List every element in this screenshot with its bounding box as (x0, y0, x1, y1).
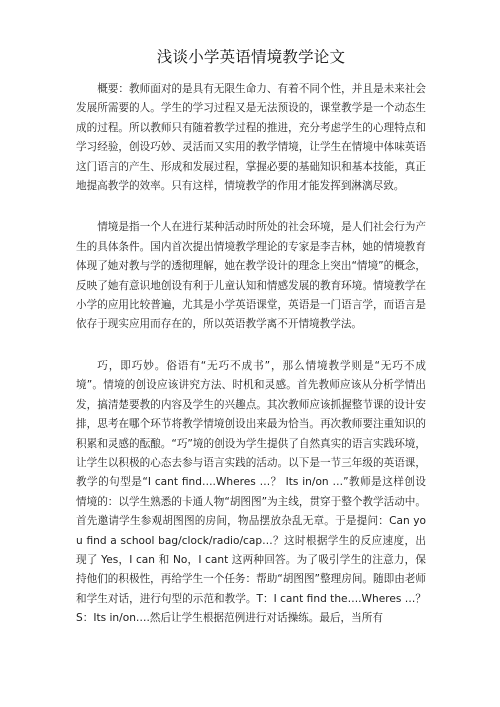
paragraph-abstract: 概要：教师面对的是具有无限生命力、有着不同个性，并且是未来社会发展所需要的人。学生的学习过程又是无法预设的，课堂教学是一个动态生成的过程。所以教师只有随着教学过程的推进，充分考虑学生的心理特点和学习经验，创设巧妙、灵活而又实用的教学情境，让学生在情境中体味英语这门语言的产生、形成和发展过程，掌握必要的基础知识和基本技能，真正地提高教学的效率。只有这样，情境教学的作用才能发挥到淋漓尽致。 (76, 83, 426, 193)
paragraph-situation-definition: 情境是指一个人在进行某种活动时所处的社会环境，是人们社会行为产生的具体条件。国内首次提出情境教学理论的专家是李吉林，她的情境教育体现了她对教与学的透彻理解，她在教学设计的理念上突出“情境”的概念，反映了她有意识地创设有利于儿童认知和情感发展的教育环境。情境教学在小学的应用比较普遍，尤其是小学英语课堂，英语是一门语言学，而语言是依存于现实应用而存在的，所以英语教学离不开情境教学法。 (76, 221, 426, 331)
document-title: 浅谈小学英语情境教学论文 (156, 48, 346, 66)
paragraph-clever-situation: 巧，即巧妙。俗语有“无巧不成书”，那么情境教学则是“无巧不成境”。情境的创设应该讲究方法、时机和灵感。首先教师应该从分析学情出发，搞清楚要教的内容及学生的兴趣点。其次教师应该抓握整节课的设计安排，思考在哪个环节将教学情境创设出来最为恰当。再次教师要注重知识的积累和灵感的酝酿。“巧”境的创设为学生提供了自然真实的语言实践环境，让学生以积极的心态去参与语言实践的活动。以下是一节三年级的英语课，教学的句型是“I cant find….Wheres …？ Its in/on …”教师是这样创设情境的：以学生熟悉的卡通人物“胡图图”为主线，贯穿于整个教学活动中。首先邀请学生参观胡图图的房间，物品摆放杂乱无章。于是提问：Can you find a school bag/clock/radio/cap…？这时根据学生的反应速度，出现了 Yes，I can 和 No，I cant 这两种回答。为了吸引学生的注意力，保持他们的积极性，再给学生一个任务：帮助“胡图图”整理房间。随即由老师和学生对话，进行句型的示范和教学。T：I cant find the….Wheres …？S：Its in/on….然后让学生根据范例进行对话操练。最后，当所有 (76, 359, 426, 625)
